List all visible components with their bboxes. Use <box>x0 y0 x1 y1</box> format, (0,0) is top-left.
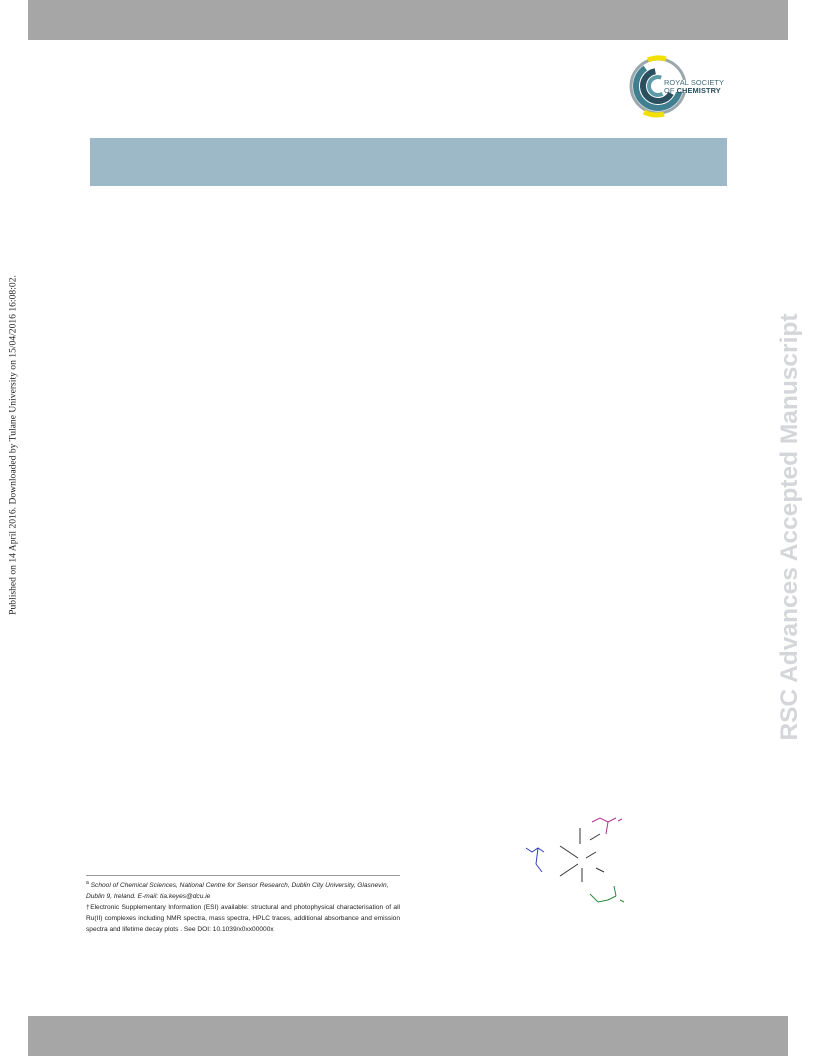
watermark-text: RSC Advances Accepted Manuscript <box>776 313 803 741</box>
logo-line-1: ROYAL SOCIETY <box>664 78 725 87</box>
affiliation-marker: a <box>86 880 89 886</box>
title-band <box>90 138 727 186</box>
header-bar <box>28 0 788 40</box>
footnotes <box>86 878 400 935</box>
logo-line-2 <box>664 87 724 95</box>
accepted-manuscript-watermark <box>764 0 816 1056</box>
logo-line-2-bold: CHEMISTRY <box>676 86 721 95</box>
publication-stamp-text: Published on 14 April 2016. Downloaded by Tulane University on 15/04/2016 16:08:02. <box>7 275 19 615</box>
footnote-divider <box>86 875 400 876</box>
chemical-structure-graphic <box>520 812 630 912</box>
logo-line-2-prefix: OF <box>664 86 677 95</box>
affiliation-footnote <box>86 878 400 902</box>
esi-footnote: †Electronic Supplementary Information (ESI) available: structural and photophysical characterisation of all Ru(II) complexes including NMR spectra, mass spectra, HPLC traces, additional absorbance and emission spectra and lifetime decay plots . See DOI: 10.1039/x0xx00000x <box>86 904 400 934</box>
affiliation-text: School of Chemical Sciences, National Centre for Sensor Research, Dublin City University, Glasnevin, Dublin 9, Ireland. E-mail: tia.keyes@dcu.ie <box>86 882 389 901</box>
footer-bar <box>28 1016 788 1056</box>
publication-stamp <box>0 0 26 1056</box>
molecule-icon <box>520 812 630 912</box>
logo-wordmark <box>664 79 724 95</box>
